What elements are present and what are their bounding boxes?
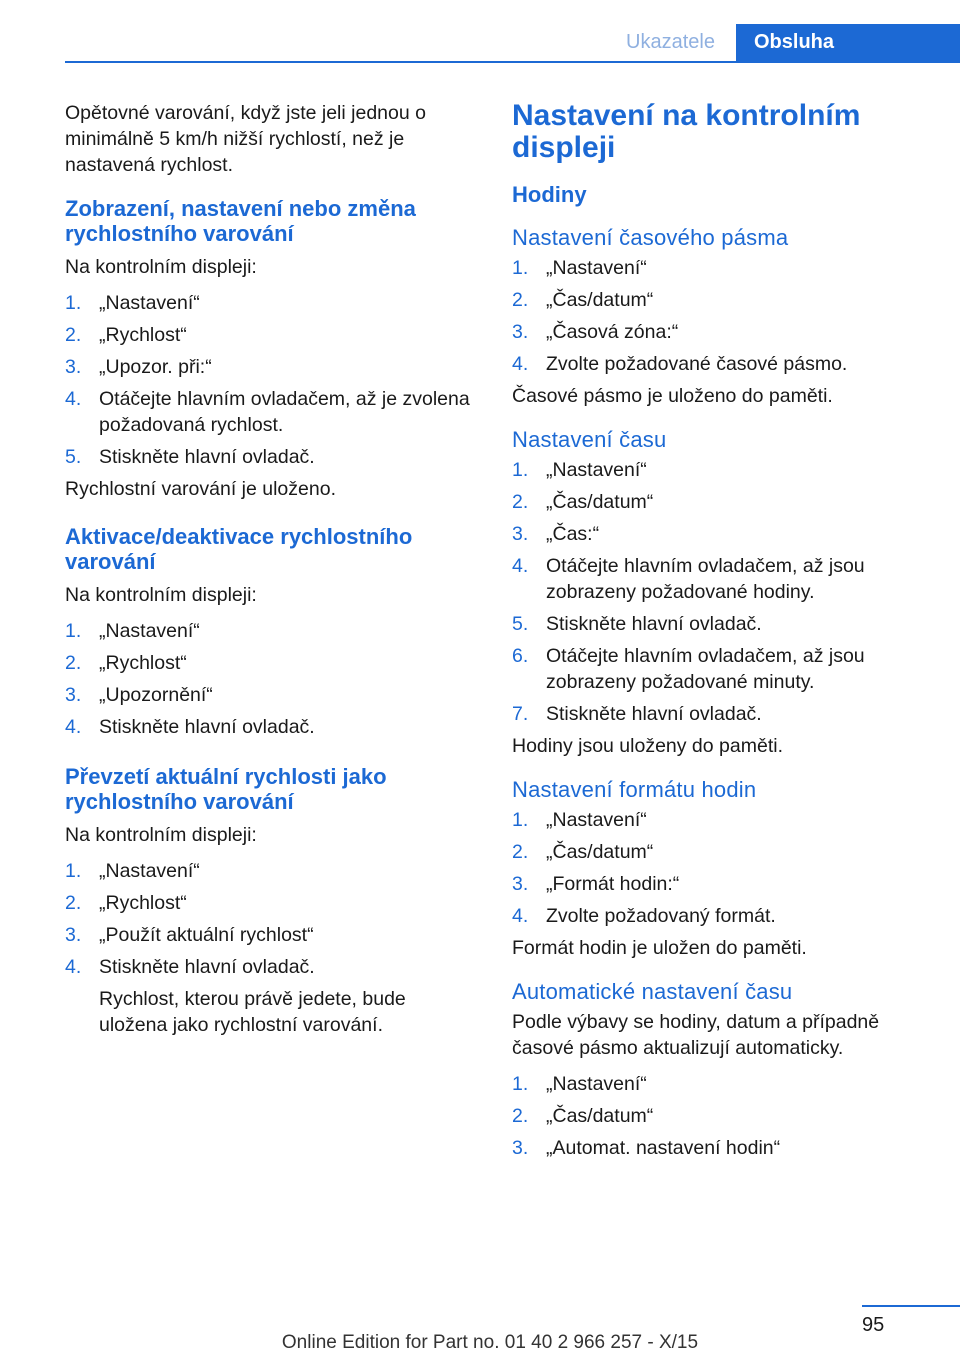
section-lead: Na kontrolním displeji: [65, 256, 257, 278]
left-column [65, 100, 477, 1044]
footer-edition: Online Edition for Part no. 01 40 2 966 257 - X/15 [281, 1332, 699, 1353]
section-heading-format: Nastavení formátu hodin [512, 777, 757, 802]
list-item: 2. „Čas/datum“ [512, 1105, 654, 1127]
page-number: 95 [862, 1314, 885, 1336]
list-item: 4. Zvolte požadované časové pásmo. [512, 353, 848, 375]
steps-list [512, 1071, 924, 1161]
header-rule [65, 61, 960, 63]
list-item: 3. „Upozor. při:“ [65, 356, 212, 378]
section-lead: Podle výbavy se hodiny, datum a případně časové pásmo aktualizují automaticky. [512, 1011, 880, 1059]
list-item: 7. Stiskněte hlavní ovladač. [512, 703, 762, 725]
section-heading-time: Nastavení času [512, 427, 667, 452]
list-item: 1. „Nastavení“ [65, 620, 200, 642]
section-heading-auto-time: Automatické nastavení času [512, 979, 793, 1004]
chapter-title: Nastavení na kontrolním displeji [512, 99, 861, 164]
list-item: 1. „Nastavení“ [65, 292, 200, 314]
list-item: 3. „Upozornění“ [65, 684, 213, 706]
list-item: 6. Otáčejte hlavním ovladačem, až jsou zobrazeny požadované minuty. [512, 645, 865, 693]
list-item: 2. „Rychlost“ [65, 324, 187, 346]
list-item: 1. „Nastavení“ [512, 257, 647, 279]
footer-rule [862, 1305, 960, 1307]
steps-list [512, 255, 924, 377]
section-lead: Na kontrolním displeji: [65, 584, 257, 606]
list-item: 1. „Nastavení“ [65, 860, 200, 882]
tab-obsluha[interactable]: Obsluha [736, 24, 960, 61]
right-column [512, 100, 924, 1167]
list-item: 5. Stiskněte hlavní ovladač. [512, 613, 762, 635]
step-note: Rychlost, kterou právě jedete, bude uložena jako rychlostní varování. [99, 988, 406, 1036]
steps-list [65, 618, 477, 740]
list-item: 1. „Nastavení“ [512, 809, 647, 831]
list-item: 5. Stiskněte hlavní ovladač. [65, 446, 315, 468]
subsection-title-clock: Hodiny [512, 182, 587, 207]
list-item: 4. Stiskněte hlavní ovladač. Rychlost, kterou právě jedete, bude uložena jako rychlostní varování. [65, 954, 477, 1038]
section-result: Formát hodin je uložen do paměti. [512, 937, 807, 959]
list-item: 3. „Čas:“ [512, 523, 600, 545]
list-item: 1. „Nastavení“ [512, 1073, 647, 1095]
list-item: 3. „Formát hodin:“ [512, 873, 680, 895]
list-item: 4. Zvolte požadovaný formát. [512, 905, 776, 927]
section-heading-timezone: Nastavení časového pásma [512, 225, 789, 250]
section-lead: Na kontrolním displeji: [65, 824, 257, 846]
section-result: Časové pásmo je uloženo do paměti. [512, 385, 833, 407]
list-item: 4. Otáčejte hlavním ovladačem, až je zvolena požadovaná rychlost. [65, 388, 470, 436]
steps-list [65, 858, 477, 1038]
steps-list [65, 290, 477, 470]
section-result: Hodiny jsou uloženy do paměti. [512, 735, 783, 757]
list-item: 3. „Časová zóna:“ [512, 321, 679, 343]
section-result: Rychlostní varování je uloženo. [65, 478, 336, 500]
list-item: 3. „Automat. nastavení hodin“ [512, 1137, 781, 1159]
steps-list [512, 457, 924, 727]
list-item: 2. „Čas/datum“ [512, 491, 654, 513]
list-item: 3. „Použít aktuální rychlost“ [65, 924, 314, 946]
section-heading-current-speed: Převzetí aktuální rychlosti jako rychlostního varování [65, 764, 387, 814]
list-item: 4. Stiskněte hlavní ovladač. [65, 716, 315, 738]
list-item: 2. „Rychlost“ [65, 892, 187, 914]
list-item: 2. „Čas/datum“ [512, 289, 654, 311]
tab-ukazatele[interactable]: Ukazatele [626, 31, 715, 53]
steps-list [512, 807, 924, 929]
list-item: 1. „Nastavení“ [512, 459, 647, 481]
section-heading-speed-warning-setup: Zobrazení, nastavení nebo změna rychlostního varování [65, 196, 416, 246]
list-item: 2. „Rychlost“ [65, 652, 187, 674]
section-heading-activation: Aktivace/deaktivace rychlostního varování [65, 524, 413, 574]
list-item: 2. „Čas/datum“ [512, 841, 654, 863]
list-item: 4. Otáčejte hlavním ovladačem, až jsou zobrazeny požadované hodiny. [512, 555, 865, 603]
intro-paragraph: Opětovné varování, když jste jeli jednou o minimálně 5 km/h nižší rychlostí, než je nastavená rychlost. [65, 102, 426, 176]
